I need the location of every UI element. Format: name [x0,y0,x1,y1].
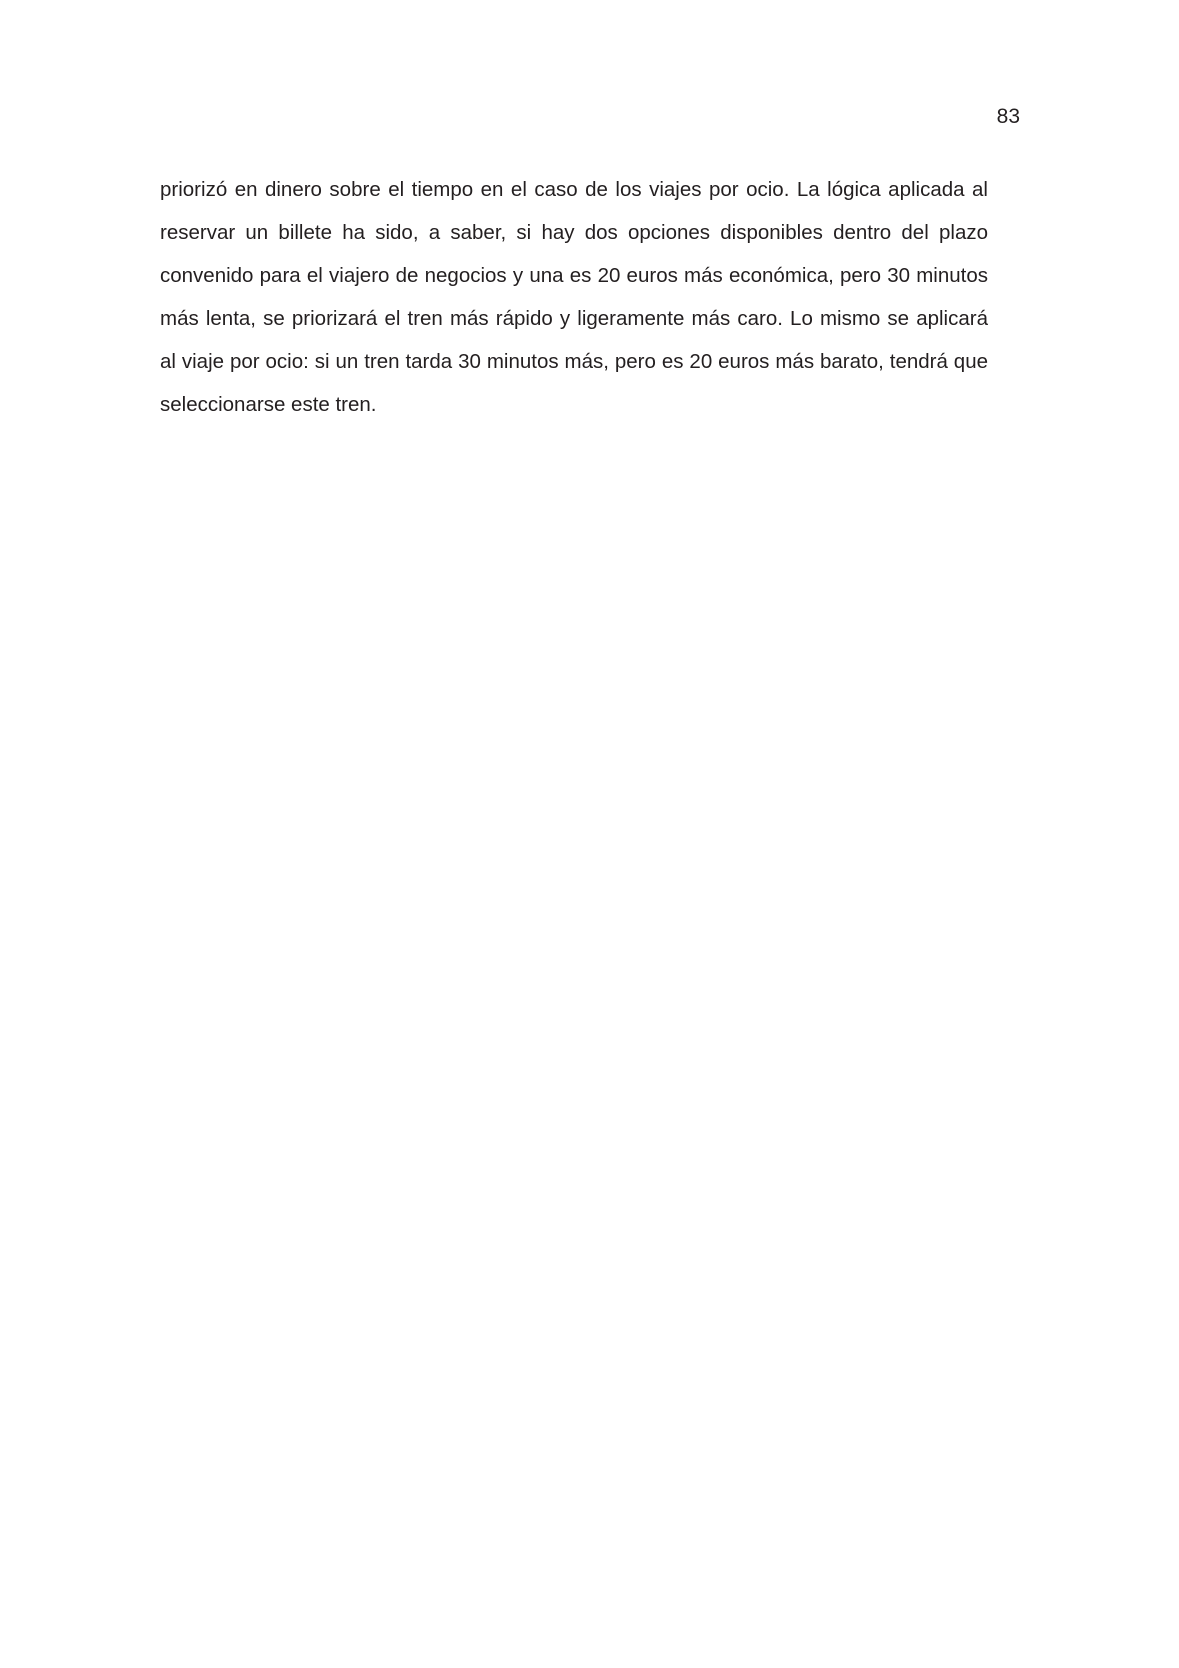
body-text-block [160,168,988,426]
paragraph: priorizó en dinero sobre el tiempo en el caso de los viajes por ocio. La lógica aplicada al reservar un billete ha sido, a saber, si hay dos opciones disponibles dentro del plazo convenido para el viajero de negocios y una es 20 euros más económica, pero 30 minutos más lenta, se priorizará el tren más rápido y ligeramente más caro. Lo mismo se aplicará al viaje por ocio: si un tren tarda 30 minutos más, pero es 20 euros más barato, tendrá que seleccionarse este tren. [160,178,988,416]
page-number: 83 [996,105,1020,128]
